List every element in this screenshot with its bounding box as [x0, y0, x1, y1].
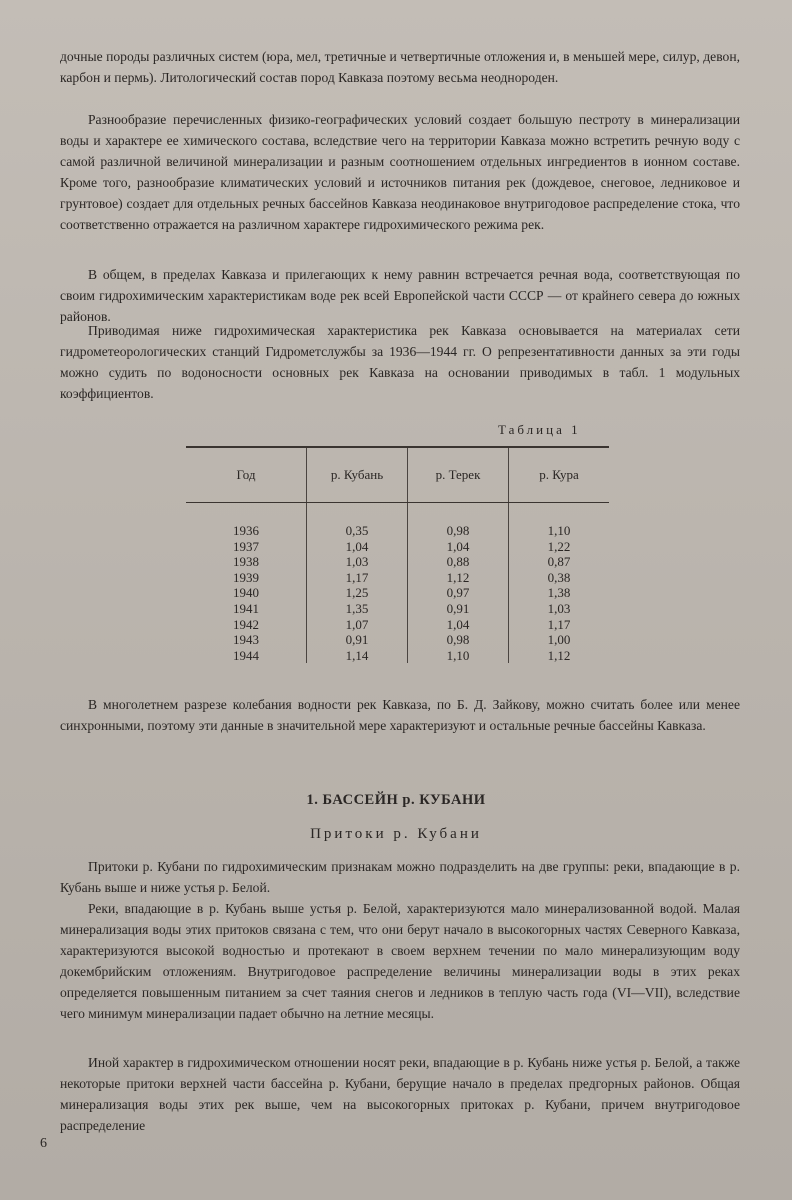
table-row: [186, 570, 609, 586]
cell-kuban: 1,07: [307, 617, 408, 633]
cell-kura: 1,00: [509, 632, 610, 648]
cell-kuban: 1,35: [307, 601, 408, 617]
cell-year: 1940: [233, 585, 259, 601]
cell-kuban: 0,91: [307, 632, 408, 648]
cell-kuban: 1,03: [307, 554, 408, 570]
header-terek: р. Терек: [408, 447, 509, 503]
table-row: [186, 585, 609, 601]
cell-kura: 1,22: [509, 539, 610, 555]
cell-terek: 0,88: [408, 554, 509, 570]
cell-year: 1941: [233, 600, 259, 616]
runoff-coefficients-table: [186, 446, 609, 663]
cell-terek: 0,97: [408, 585, 509, 601]
table-row: [186, 601, 609, 617]
cell-year: 1936: [233, 523, 259, 538]
cell-terek: 1,10: [408, 648, 509, 664]
table-row: [186, 648, 609, 664]
cell-year: 1938: [233, 554, 259, 570]
table-row: [186, 539, 609, 555]
cell-year: 1942: [233, 616, 259, 632]
table-header-row: [186, 447, 609, 503]
cell-terek: 1,12: [408, 570, 509, 586]
cell-terek: 1,04: [408, 617, 509, 633]
table-row: [186, 632, 609, 648]
table-row: [186, 554, 609, 570]
cell-kura: 1,17: [509, 617, 610, 633]
table-row: [186, 503, 609, 539]
cell-kura: 1,10: [509, 503, 610, 539]
cell-terek: 0,98: [408, 503, 509, 539]
section-paragraph-1: Притоки р. Кубани по гидрохимическим признакам можно подразделить на две группы: реки, впадающие в р. Кубань выше и ниже устья р. Белой.: [60, 859, 740, 895]
cell-kuban: 1,14: [307, 648, 408, 664]
cell-kura: 1,03: [509, 601, 610, 617]
cell-kuban: 1,17: [307, 570, 408, 586]
header-kuban: р. Кубань: [307, 447, 408, 503]
intro-paragraph-4: Приводимая ниже гидрохимическая характеристика рек Кавказа основывается на материалах сети гидрометеорологических станций Гидрометслужбы за 1936—1944 гг. О репрезентативности данных за эти годы можно судить по водоносности основных рек Кавказа на основании приводимых в табл. 1 модульных коэффициентов.: [60, 323, 740, 401]
section-title: 1. БАССЕЙН р. КУБАНИ: [306, 792, 486, 808]
intro-paragraph-2: Разнообразие перечисленных физико-географических условий создает большую пестроту в минерализации воды и характере ее химического состава, вследствие чего на территории Кавказа можно встретить речную воду с самой различной величиной минерализации и разным соотношением отдельных ингредиентов в ионном составе. Кроме того, разнообразие климатических условий и источников питания рек (дождевое, снеговое, ледниковое и грунтовое) создает для отдельных речных бассейнов Кавказа неодинаковое внутригодовое распределение стока, что соответственно отражается на различном характере гидрохимического режима рек.: [60, 112, 740, 232]
cell-year: 1943: [233, 632, 259, 648]
cell-kuban: 1,25: [307, 585, 408, 601]
section-subtitle: Притоки р. Кубани: [310, 826, 482, 842]
cell-year: 1944: [233, 647, 259, 663]
intro-paragraph-1: дочные породы различных систем (юра, мел, третичные и четвертичные отложения и, в меньшей мере, силур, девон, карбон и пермь). Литологический состав пород Кавказа поэтому весьма неоднороден.: [60, 49, 740, 85]
cell-kura: 0,38: [509, 570, 610, 586]
cell-kura: 0,87: [509, 554, 610, 570]
cell-terek: 1,04: [408, 539, 509, 555]
table-row: [186, 617, 609, 633]
cell-kuban: 0,35: [307, 503, 408, 539]
section-paragraph-3: Иной характер в гидрохимическом отношении носят реки, впадающие в р. Кубань ниже устья р. Белой, а также некоторые притоки верхней части бассейна р. Кубани, берущие начало в пределах предгорных районов. Общая минерализация воды этих рек выше, чем на высокогорных притоках р. Кубани, причем внутригодовое распределение: [60, 1055, 740, 1133]
table-caption: Таблица 1: [498, 422, 581, 437]
cell-year: 1939: [233, 569, 259, 585]
section-paragraph-2: Реки, впадающие в р. Кубань выше устья р. Белой, характеризуются мало минерализованной водой. Малая минерализация воды этих притоков связана с тем, что они берут начало в высокогорных частях Северного Кавказа, характеризуются высокой водностью и протекают в своем верхнем течении по мало минерализующим воду докембрийским отложениям. Внутригодовое распределение величины минерализации воды в этих реках определяется повышенным питанием за счет таяния снегов и ледников в теплую часть года (VI—VII), вследствие чего минимум минерализации падает обычно на летние месяцы.: [60, 901, 740, 1021]
cell-kura: 1,12: [509, 648, 610, 664]
intro-paragraph-3: В общем, в пределах Кавказа и прилегающих к нему равнин встречается речная вода, соответствующая по своим гидрохимическим характеристикам воде рек всей Европейской части СССР — от крайнего севера до южных районов.: [60, 267, 740, 324]
header-year: Год: [186, 447, 307, 503]
cell-year: 1937: [233, 538, 259, 554]
cell-terek: 0,91: [408, 601, 509, 617]
after-table-paragraph: В многолетнем разрезе колебания водности рек Кавказа, по Б. Д. Зайкову, можно считать более или менее синхронными, поэтому эти данные в значительной мере характеризуют и остальные речные бассейны Кавказа.: [60, 697, 740, 733]
header-kura: р. Кура: [509, 447, 610, 503]
cell-terek: 0,98: [408, 632, 509, 648]
page-number: 6: [40, 1136, 47, 1151]
cell-kura: 1,38: [509, 585, 610, 601]
cell-kuban: 1,04: [307, 539, 408, 555]
